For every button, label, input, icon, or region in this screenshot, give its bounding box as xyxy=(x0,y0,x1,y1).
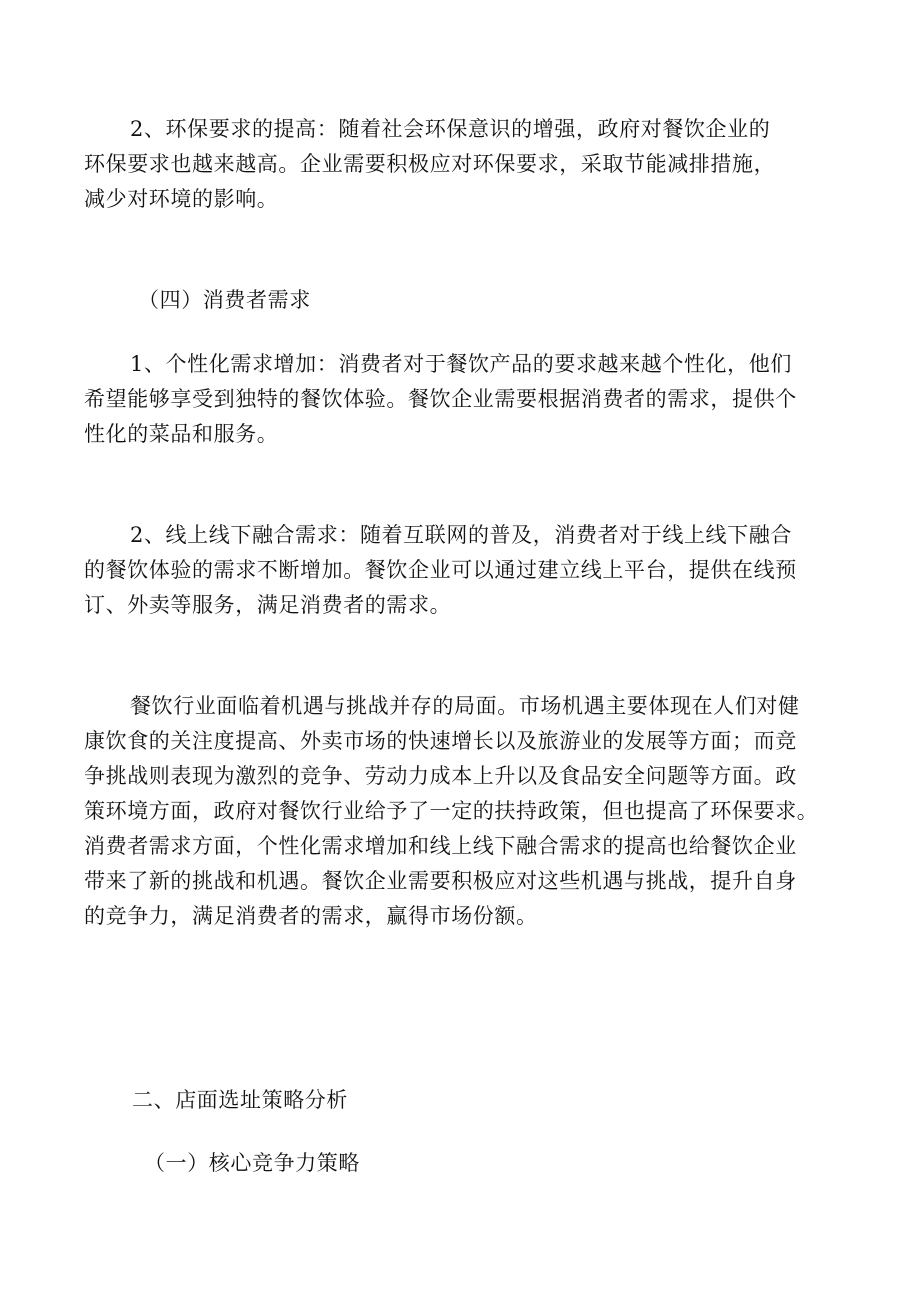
text-line: 的竞争力，满足消费者的需求，赢得市场份额。 xyxy=(84,904,538,928)
paragraph-personalized-demand xyxy=(84,347,836,452)
text-line: 策环境方面，政府对餐饮行业给予了一定的扶持政策，但也提高了环保要求。 xyxy=(84,799,819,823)
text-line: 订、外卖等服务，满足消费者的需求。 xyxy=(84,593,452,617)
paragraph-industry-summary xyxy=(84,689,836,934)
paragraph-online-offline-demand xyxy=(84,518,836,623)
text-line: 希望能够享受到独特的餐饮体验。餐饮企业需要根据消费者的需求，提供个 xyxy=(84,387,797,411)
heading-consumer-demand: （四）消费者需求 xyxy=(138,288,311,312)
heading-store-location-strategy: 二、店面选址策略分析 xyxy=(132,1088,348,1112)
text-line: 餐饮行业面临着机遇与挑战并存的局面。市场机遇主要体现在人们对健 xyxy=(130,694,800,718)
heading-core-competitiveness: （一）核心竞争力策略 xyxy=(144,1151,360,1175)
text-line: 性化的菜品和服务。 xyxy=(84,422,279,446)
text-line: 带来了新的挑战和机遇。餐饮企业需要积极应对这些机遇与挑战，提升自身 xyxy=(84,869,797,893)
text-line: 康饮食的关注度提高、外卖市场的快速增长以及旅游业的发展等方面；而竞 xyxy=(84,729,797,753)
text-line: 2、环保要求的提高：随着社会环保意识的增强，政府对餐饮企业的 xyxy=(130,117,771,141)
text-line: 减少对环境的影响。 xyxy=(84,187,279,211)
text-line: 1、个性化需求增加：消费者对于餐饮产品的要求越来越个性化，他们 xyxy=(130,352,792,376)
text-line: 环保要求也越来越高。企业需要积极应对环保要求，采取节能减排措施， xyxy=(84,152,776,176)
paragraph-environmental-requirements xyxy=(84,112,836,217)
text-line: 消费者需求方面，个性化需求增加和线上线下融合需求的提高也给餐饮企业 xyxy=(84,834,797,858)
text-line: 的餐饮体验的需求不断增加。餐饮企业可以通过建立线上平台，提供在线预 xyxy=(84,558,797,582)
text-line: 2、线上线下融合需求：随着互联网的普及，消费者对于线上线下融合 xyxy=(130,523,792,547)
text-line: 争挑战则表现为激烈的竞争、劳动力成本上升以及食品安全问题等方面。政 xyxy=(84,764,797,788)
